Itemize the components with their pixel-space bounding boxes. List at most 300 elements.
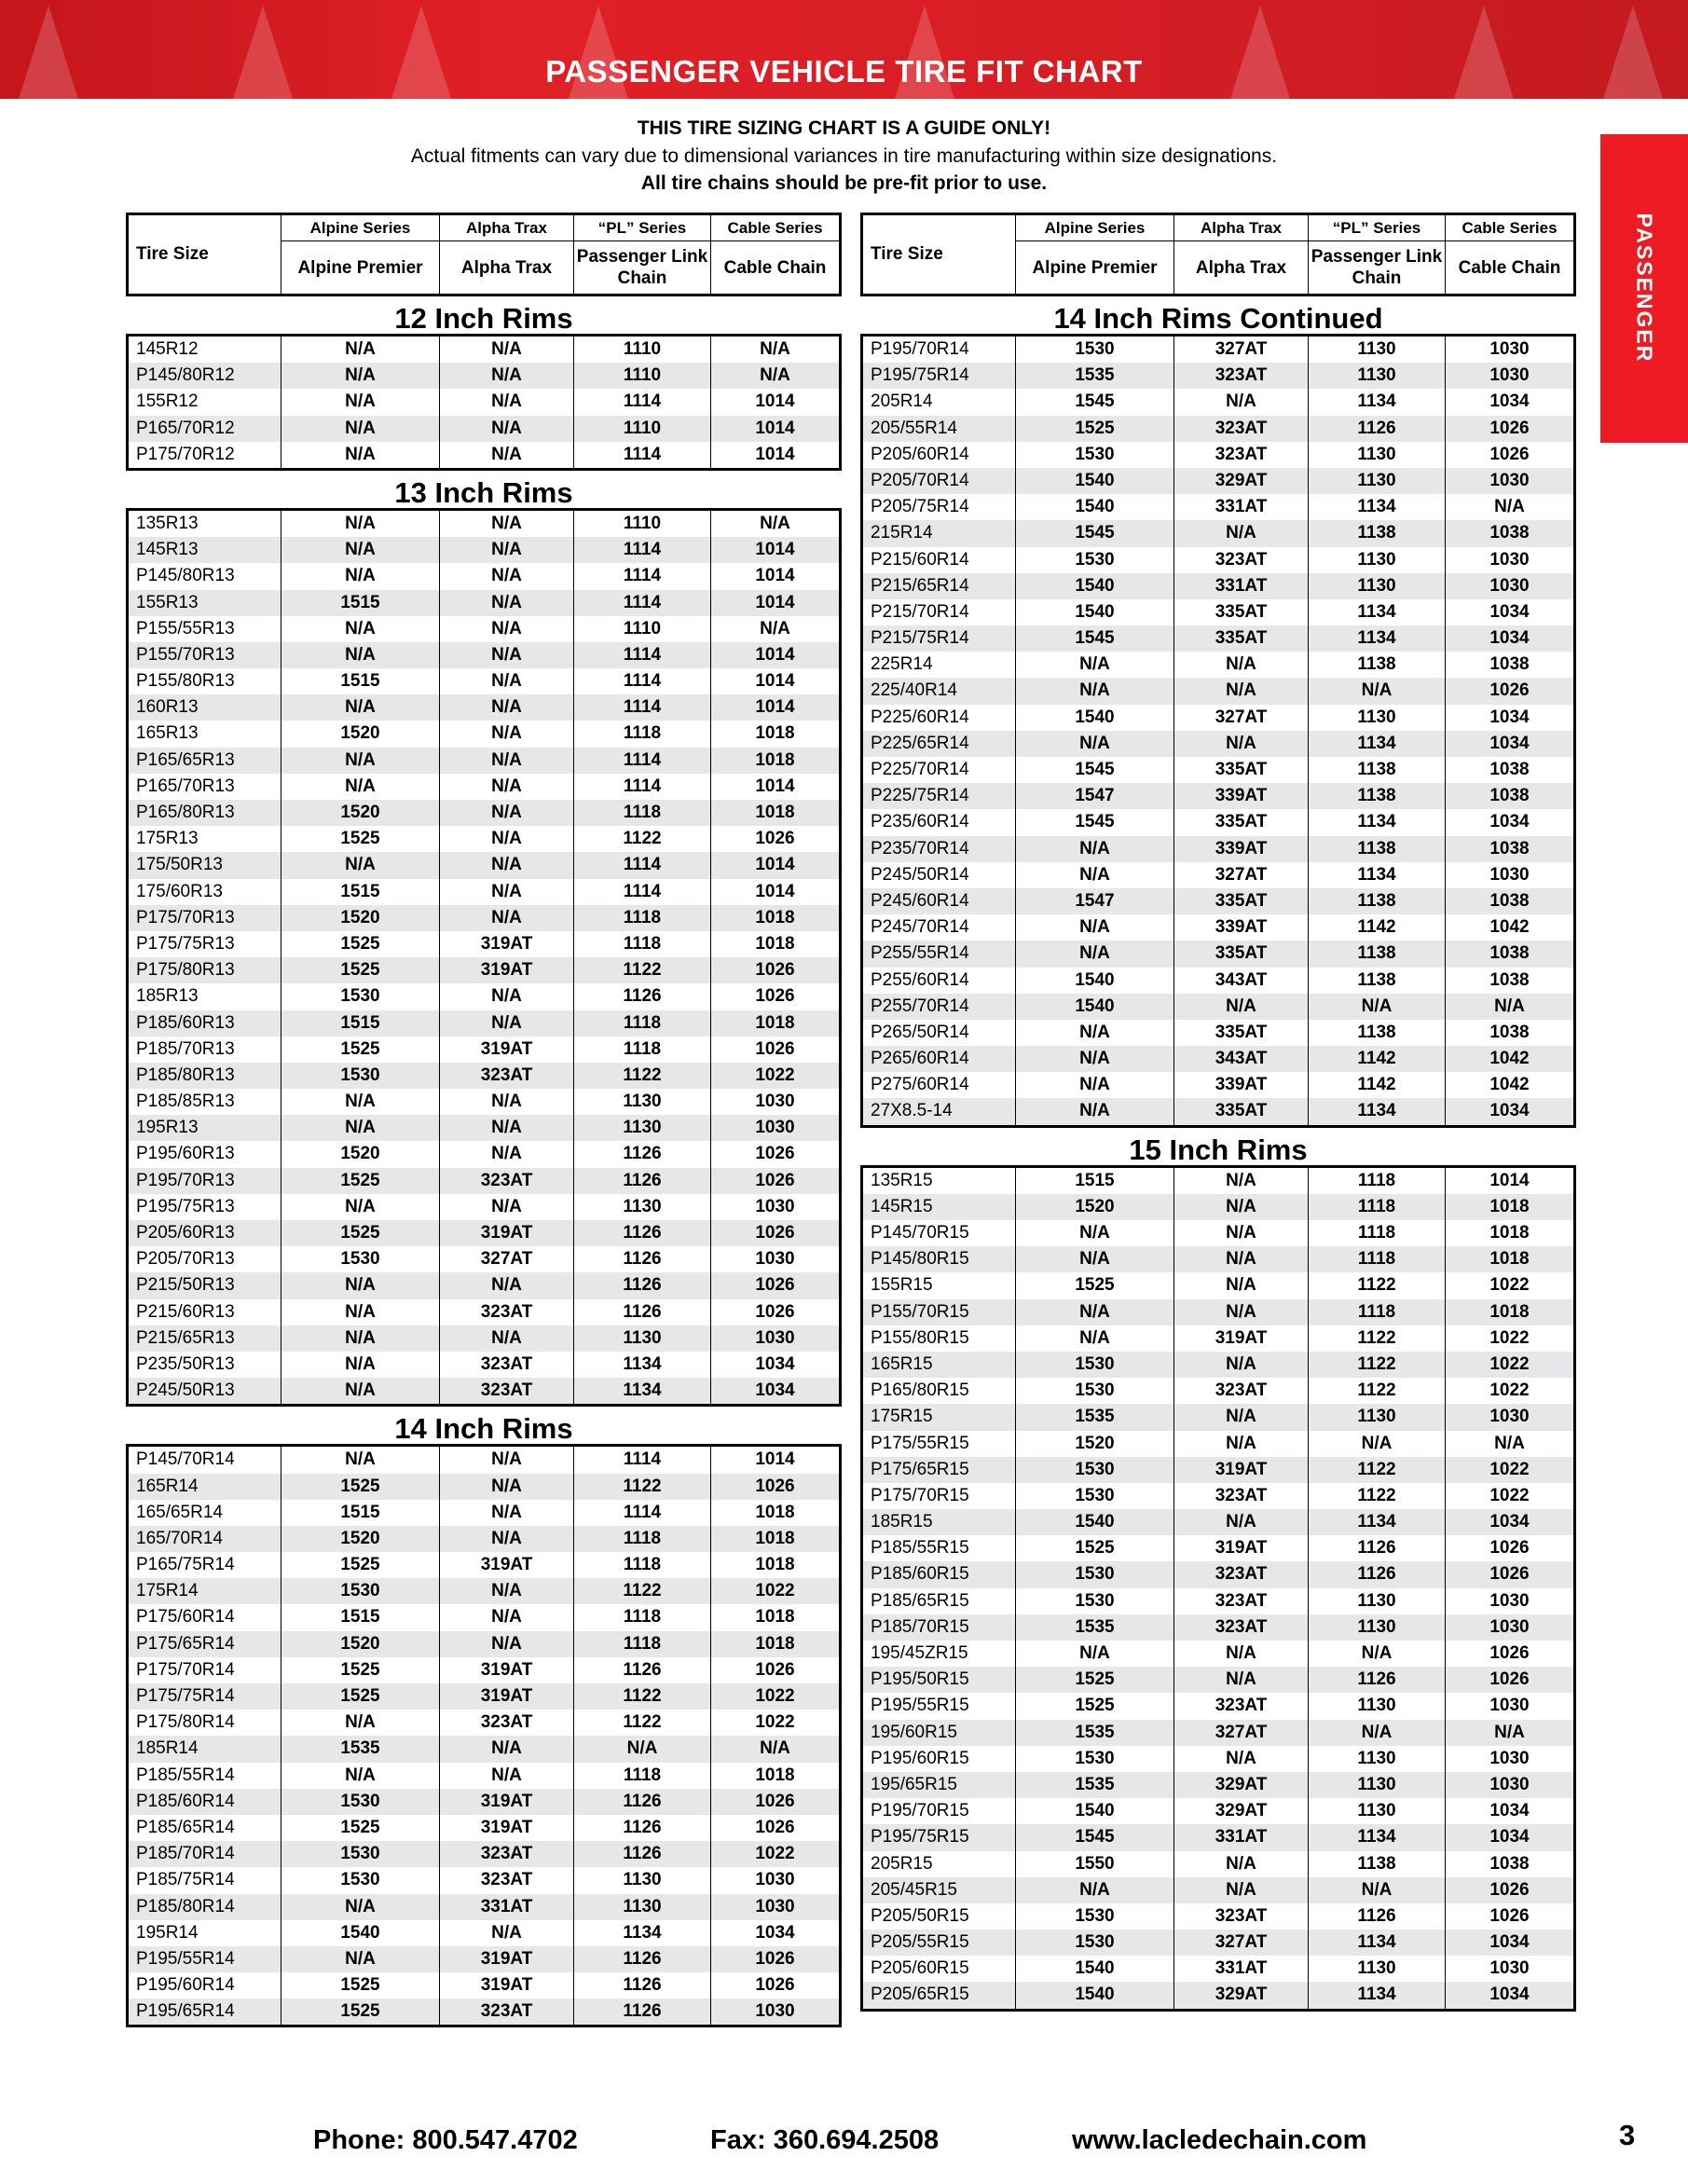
tire-size-cell: P165/70R13 <box>129 774 281 800</box>
alpine-premier-cell: N/A <box>1016 1020 1174 1046</box>
tire-size-cell: P195/55R15 <box>863 1693 1016 1719</box>
cable-chain-cell: 1030 <box>755 1327 795 1348</box>
series-name: Alpine Series <box>1016 215 1173 241</box>
table-row <box>129 1604 839 1630</box>
alpha-trax-cell: N/A <box>440 748 574 774</box>
alpine-premier-cell: 1515 <box>281 1604 440 1630</box>
alpine-premier-cell: N/A <box>1016 652 1174 678</box>
alpine-premier-cell: 1525 <box>281 1037 440 1063</box>
alpine-premier-cell: N/A <box>1016 1072 1174 1098</box>
passenger-link-chain-cell: N/A <box>1309 678 1446 704</box>
alpha-trax-cell: N/A <box>1174 1431 1309 1457</box>
table-row <box>863 1483 1573 1509</box>
table-row <box>863 625 1573 652</box>
alpine-premier-cell: 1515 <box>281 879 440 905</box>
alpine-premier-cell: 1535 <box>1016 1404 1174 1430</box>
table-row <box>863 1457 1573 1483</box>
alpha-trax-cell: 339AT <box>1174 1072 1309 1098</box>
alpine-premier-cell: N/A <box>281 694 440 721</box>
table-row <box>129 800 839 826</box>
table-row <box>129 1999 839 2025</box>
alpine-premier-cell: 1545 <box>1016 520 1174 546</box>
table-row <box>863 1020 1573 1046</box>
alpha-trax-cell: 319AT <box>1174 1535 1309 1561</box>
alpha-trax-cell: 319AT <box>440 1972 574 1999</box>
cable-chain-cell: 1026 <box>1489 1564 1530 1585</box>
tire-size-cell: 205/55R14 <box>863 416 1016 442</box>
tire-size-cell: P175/70R13 <box>129 905 281 931</box>
alpine-premier-cell: 1530 <box>281 1246 440 1272</box>
passenger-link-chain-cell: 1126 <box>1309 416 1446 442</box>
tire-size-cell: 225/40R14 <box>863 678 1016 704</box>
table-row <box>129 1946 839 1972</box>
alpha-trax-cell: N/A <box>440 800 574 826</box>
alpha-trax-cell: N/A <box>440 337 574 363</box>
cable-chain-cell: 1030 <box>1489 1407 1530 1427</box>
passenger-link-chain-cell: 1134 <box>1309 625 1446 652</box>
cable-chain-cell: 1018 <box>755 1502 795 1522</box>
alpha-trax-cell: 327AT <box>1174 1720 1309 1746</box>
alpine-premier-cell: N/A <box>281 1894 440 1920</box>
tire-size-cell: P205/75R14 <box>863 494 1016 520</box>
tire-size-cell: P185/65R15 <box>863 1588 1016 1614</box>
alpine-premier-cell: 1530 <box>1016 337 1174 363</box>
cable-chain-cell: 1022 <box>755 1065 795 1085</box>
tire-size-cell: 195/45ZR15 <box>863 1641 1016 1667</box>
cable-chain-cell: 1034 <box>1489 601 1530 622</box>
table-row <box>863 1877 1573 1903</box>
fitment-table <box>126 1444 842 2027</box>
tire-size-cell: P165/80R15 <box>863 1378 1016 1404</box>
tire-size-cell: P185/60R13 <box>129 1010 281 1037</box>
table-row <box>863 1588 1573 1614</box>
tire-size-cell: P225/75R14 <box>863 783 1016 809</box>
alpha-trax-cell: N/A <box>1174 731 1309 757</box>
alpha-trax-cell: 319AT <box>440 1657 574 1683</box>
alpha-trax-cell: 335AT <box>1174 888 1309 914</box>
table-row <box>863 862 1573 888</box>
passenger-link-chain-cell: 1126 <box>574 1972 711 1999</box>
alpine-premier-cell: 1530 <box>1016 1930 1174 1956</box>
tire-size-cell: 135R13 <box>129 511 281 537</box>
table-row <box>129 879 839 905</box>
passenger-link-chain-cell: 1138 <box>1309 757 1446 783</box>
alpha-trax-cell: N/A <box>440 1500 574 1526</box>
tire-size-cell: P195/75R13 <box>129 1194 281 1220</box>
alpine-premier-cell: N/A <box>1016 1641 1174 1667</box>
cable-chain-cell: 1034 <box>1489 1932 1530 1953</box>
cable-chain-cell: 1030 <box>755 1196 795 1216</box>
alpine-premier-cell: N/A <box>1016 1246 1174 1272</box>
cable-chain-cell: 1030 <box>1489 549 1530 570</box>
cable-chain-cell: 1014 <box>755 444 795 464</box>
table-row <box>863 1326 1573 1352</box>
alpine-premier-cell: 1540 <box>1016 968 1174 994</box>
tire-size-cell: 155R12 <box>129 389 281 415</box>
table-row <box>129 1526 839 1552</box>
table-row <box>129 852 839 878</box>
alpha-trax-cell: N/A <box>1174 389 1309 415</box>
table-row <box>129 1552 839 1578</box>
passenger-link-chain-cell: 1122 <box>1309 1326 1446 1352</box>
passenger-link-chain-cell: 1130 <box>574 1194 711 1220</box>
table-row <box>863 468 1573 494</box>
model-name: Alpine Premier <box>297 257 423 278</box>
cable-chain-cell: 1034 <box>755 1922 795 1943</box>
table-row <box>863 442 1573 468</box>
series-name: Alpine Series <box>281 215 439 241</box>
tire-size-cell: P195/75R15 <box>863 1824 1016 1850</box>
table-row <box>863 1535 1573 1561</box>
alpha-trax-cell: 323AT <box>1174 1614 1309 1641</box>
passenger-link-chain-cell: 1122 <box>574 1710 711 1736</box>
alpha-trax-cell: 335AT <box>1174 1020 1309 1046</box>
tire-size-cell: P175/80R14 <box>129 1710 281 1736</box>
tire-size-cell: P195/60R14 <box>129 1972 281 1999</box>
table-row <box>863 1930 1573 1956</box>
alpine-premier-cell: 1540 <box>1016 494 1174 520</box>
table-header <box>860 213 1576 296</box>
alpine-premier-cell: 1530 <box>1016 547 1174 573</box>
tire-size-cell: P195/50R15 <box>863 1667 1016 1693</box>
tire-size-cell: 225R14 <box>863 652 1016 678</box>
table-row <box>129 1683 839 1710</box>
series-name: Alpha Trax <box>1174 215 1308 241</box>
alpha-trax-cell: 329AT <box>1174 1772 1309 1798</box>
tire-size-cell: P155/80R15 <box>863 1326 1016 1352</box>
table-row <box>863 1851 1573 1877</box>
cable-chain-cell: 1018 <box>755 1607 795 1628</box>
cable-chain-cell: 1030 <box>1489 1748 1530 1768</box>
table-row <box>129 748 839 774</box>
alpine-premier-cell: N/A <box>1016 1220 1174 1246</box>
alpine-premier-cell: 1515 <box>281 1500 440 1526</box>
passenger-link-chain-cell: 1134 <box>1309 1098 1446 1124</box>
table-row <box>129 1220 839 1246</box>
passenger-link-chain-cell: 1126 <box>574 1789 711 1815</box>
passenger-link-chain-cell: 1126 <box>574 1299 711 1326</box>
table-row <box>129 1920 839 1946</box>
chain-column-header <box>1174 215 1309 294</box>
cable-chain-cell: 1014 <box>1489 1170 1530 1190</box>
rim-section-title: 13 Inch Rims <box>394 475 573 509</box>
passenger-link-chain-cell: 1126 <box>574 1272 711 1298</box>
passenger-link-chain-cell: 1134 <box>1309 599 1446 625</box>
alpine-premier-cell: 1540 <box>1016 1798 1174 1824</box>
tire-size-cell: P165/65R13 <box>129 748 281 774</box>
table-row <box>129 537 839 563</box>
cable-chain-cell: 1042 <box>1489 1049 1530 1069</box>
series-name: Alpha Trax <box>440 215 573 241</box>
passenger-link-chain-cell: 1118 <box>574 1552 711 1578</box>
tire-size-cell: 175/60R13 <box>129 879 281 905</box>
cable-chain-cell: 1026 <box>755 1170 795 1190</box>
table-row <box>863 888 1573 914</box>
chain-column-header <box>1446 215 1573 294</box>
tire-size-cell: P145/70R14 <box>129 1447 281 1473</box>
cable-chain-cell: 1026 <box>1489 1669 1530 1690</box>
alpine-premier-cell: N/A <box>1016 1299 1174 1326</box>
alpine-premier-cell: 1530 <box>281 1578 440 1604</box>
alpine-premier-cell: 1530 <box>1016 1457 1174 1483</box>
table-row <box>129 1867 839 1893</box>
table-row <box>863 652 1573 678</box>
cable-chain-cell: 1038 <box>1489 523 1530 543</box>
alpha-trax-cell: 323AT <box>1174 1483 1309 1509</box>
cable-chain-cell: N/A <box>760 618 790 639</box>
alpha-trax-cell: 335AT <box>1174 757 1309 783</box>
cable-chain-cell: N/A <box>760 339 790 359</box>
model-name: Cable Chain <box>723 257 827 278</box>
table-row <box>129 1378 839 1404</box>
alpha-trax-cell: 323AT <box>1174 547 1309 573</box>
cable-chain-cell: 1022 <box>1489 1275 1530 1296</box>
alpine-premier-cell: 1525 <box>1016 1693 1174 1719</box>
cable-chain-cell: 1014 <box>755 644 795 665</box>
alpha-trax-cell: N/A <box>440 721 574 747</box>
tire-size-cell: P195/75R14 <box>863 363 1016 389</box>
passenger-link-chain-cell: 1138 <box>1309 783 1446 809</box>
tire-size-cell: P215/65R13 <box>129 1326 281 1352</box>
guide-notice: THIS TIRE SIZING CHART IS A GUIDE ONLY! <box>637 117 1051 139</box>
passenger-link-chain-cell: 1118 <box>574 721 711 747</box>
tire-size-cell: P145/80R13 <box>129 563 281 589</box>
table-row <box>129 668 839 694</box>
alpine-premier-cell: 1520 <box>1016 1194 1174 1220</box>
passenger-link-chain-cell: 1130 <box>1309 1693 1446 1719</box>
table-row <box>863 809 1573 835</box>
alpha-trax-cell: 327AT <box>1174 1930 1309 1956</box>
alpine-premier-cell: N/A <box>281 616 440 642</box>
alpha-trax-cell: 329AT <box>1174 468 1309 494</box>
cable-chain-cell: 1034 <box>1489 1512 1530 1532</box>
table-row <box>863 1404 1573 1430</box>
tire-size-cell: P245/50R14 <box>863 862 1016 888</box>
passenger-link-chain-cell: 1122 <box>574 1063 711 1089</box>
alpha-trax-cell: N/A <box>1174 678 1309 704</box>
model-name: Passenger Link Chain <box>1311 247 1443 288</box>
tire-size-header: Tire Size <box>863 215 1016 294</box>
cable-chain-cell: 1030 <box>1489 365 1530 386</box>
tire-size-cell: 165R13 <box>129 721 281 747</box>
passenger-link-chain-cell: 1118 <box>1309 1194 1446 1220</box>
alpine-premier-cell: 1545 <box>1016 757 1174 783</box>
passenger-link-chain-cell: 1130 <box>574 1867 711 1893</box>
passenger-link-chain-cell: 1134 <box>1309 1509 1446 1535</box>
passenger-link-chain-cell: 1122 <box>574 826 711 852</box>
cable-chain-cell: 1018 <box>755 749 795 770</box>
series-name: Cable Series <box>1446 215 1573 241</box>
passenger-link-chain-cell: 1126 <box>574 1946 711 1972</box>
tire-size-cell: P205/60R14 <box>863 442 1016 468</box>
tire-size-cell: 155R15 <box>863 1272 1016 1298</box>
tire-size-cell: 175R15 <box>863 1404 1016 1430</box>
passenger-link-chain-cell: 1142 <box>1309 914 1446 941</box>
tire-size-cell: 205R15 <box>863 1851 1016 1877</box>
table-row <box>129 1115 839 1141</box>
tire-size-cell: P145/80R15 <box>863 1246 1016 1272</box>
alpine-premier-cell: N/A <box>281 1326 440 1352</box>
cable-chain-cell: 1018 <box>1489 1301 1530 1322</box>
cable-chain-cell: 1030 <box>1489 864 1530 885</box>
footer-fax: Fax: 360.694.2508 <box>710 2125 940 2155</box>
cable-chain-cell: 1014 <box>755 566 795 586</box>
alpha-trax-cell: 331AT <box>1174 1956 1309 1982</box>
alpha-trax-cell: N/A <box>440 363 574 389</box>
alpha-trax-cell: N/A <box>1174 1851 1309 1877</box>
cable-chain-cell: 1030 <box>1489 1958 1530 1979</box>
cable-chain-cell: 1018 <box>1489 1249 1530 1270</box>
passenger-link-chain-cell: 1134 <box>1309 809 1446 835</box>
table-row <box>863 1378 1573 1404</box>
table-row <box>863 1168 1573 1194</box>
tire-size-cell: P205/55R15 <box>863 1930 1016 1956</box>
table-row <box>129 957 839 983</box>
table-row <box>129 1168 839 1194</box>
alpha-trax-cell: N/A <box>440 774 574 800</box>
cable-chain-cell: 1014 <box>755 540 795 560</box>
alpine-premier-cell: 1550 <box>1016 1851 1174 1877</box>
tire-size-cell: P215/60R14 <box>863 547 1016 573</box>
cable-chain-cell: 1018 <box>755 1528 795 1548</box>
table-row <box>129 511 839 537</box>
alpha-trax-cell: 323AT <box>1174 1561 1309 1587</box>
tire-size-cell: P175/70R14 <box>129 1657 281 1683</box>
alpine-premier-cell: 1545 <box>1016 1824 1174 1850</box>
prefit-notice: All tire chains should be pre-fit prior to use. <box>640 172 1048 194</box>
fitment-table <box>126 334 842 471</box>
alpine-premier-cell: 1520 <box>281 905 440 931</box>
fitment-table <box>860 334 1576 1128</box>
cable-chain-cell: 1018 <box>755 1765 795 1785</box>
table-row <box>129 931 839 957</box>
alpine-premier-cell: N/A <box>281 748 440 774</box>
passenger-link-chain-cell: 1114 <box>574 590 711 616</box>
alpine-premier-cell: 1535 <box>1016 1720 1174 1746</box>
cable-chain-cell: 1014 <box>755 391 795 412</box>
alpine-premier-cell: N/A <box>281 1194 440 1220</box>
passenger-link-chain-cell: 1122 <box>1309 1483 1446 1509</box>
cable-chain-cell: 1026 <box>1489 418 1530 438</box>
tire-size-cell: 205/45R15 <box>863 1877 1016 1903</box>
tire-size-cell: 160R13 <box>129 694 281 721</box>
cable-chain-cell: 1026 <box>755 960 795 981</box>
passenger-link-chain-cell: 1110 <box>574 416 711 442</box>
alpine-premier-cell: 1525 <box>281 1552 440 1578</box>
table-row <box>129 1326 839 1352</box>
page-title: PASSENGER VEHICLE TIRE FIT CHART <box>545 54 1143 89</box>
cable-chain-cell: 1026 <box>1489 1879 1530 1900</box>
passenger-link-chain-cell: 1114 <box>574 1447 711 1473</box>
cable-chain-cell: 1022 <box>1489 1353 1530 1374</box>
chain-column-header <box>440 215 574 294</box>
table-row <box>863 1772 1573 1798</box>
tire-size-cell: P165/80R13 <box>129 800 281 826</box>
tire-size-cell: P145/70R15 <box>863 1220 1016 1246</box>
passenger-link-chain-cell: 1130 <box>1309 1404 1446 1430</box>
alpine-premier-cell: N/A <box>281 1447 440 1473</box>
alpha-trax-cell: 323AT <box>440 1299 574 1326</box>
alpine-premier-cell: 1547 <box>1016 783 1174 809</box>
alpha-trax-cell: N/A <box>1174 1352 1309 1378</box>
right-column <box>860 213 1576 2012</box>
table-row <box>863 389 1573 415</box>
passenger-link-chain-cell: 1138 <box>1309 520 1446 546</box>
table-row <box>863 783 1573 809</box>
tire-size-cell: P245/50R13 <box>129 1378 281 1404</box>
footer <box>0 2125 1688 2159</box>
tire-size-cell: P205/60R13 <box>129 1220 281 1246</box>
passenger-link-chain-cell: 1118 <box>574 1631 711 1657</box>
tire-size-cell: 165R14 <box>129 1474 281 1500</box>
passenger-link-chain-cell: 1114 <box>574 642 711 668</box>
cable-chain-cell: 1030 <box>1489 339 1530 359</box>
alpha-trax-cell: N/A <box>440 1115 574 1141</box>
alpha-trax-cell: 327AT <box>1174 862 1309 888</box>
alpine-premier-cell: N/A <box>281 852 440 878</box>
table-row <box>863 1072 1573 1098</box>
passenger-link-chain-cell: 1134 <box>1309 1824 1446 1850</box>
cable-chain-cell: N/A <box>1494 497 1525 517</box>
tire-size-cell: 175R13 <box>129 826 281 852</box>
passenger-link-chain-cell: 1126 <box>574 1999 711 2025</box>
table-row <box>863 599 1573 625</box>
cable-chain-cell: 1038 <box>1489 838 1530 858</box>
table-row <box>863 1693 1573 1719</box>
alpine-premier-cell: N/A <box>281 416 440 442</box>
tire-size-cell: P175/70R15 <box>863 1483 1016 1509</box>
cable-chain-cell: 1030 <box>755 2001 795 2022</box>
alpha-trax-cell: N/A <box>1174 1194 1309 1220</box>
table-row <box>129 590 839 616</box>
alpine-premier-cell: 1520 <box>281 721 440 747</box>
alpha-trax-cell: 327AT <box>1174 337 1309 363</box>
alpha-trax-cell: N/A <box>440 416 574 442</box>
passenger-link-chain-cell: 1138 <box>1309 1020 1446 1046</box>
cable-chain-cell: 1034 <box>1489 628 1530 649</box>
series-name: “PL” Series <box>574 215 710 241</box>
cable-chain-cell: 1026 <box>755 1275 795 1296</box>
alpha-trax-cell: N/A <box>440 905 574 931</box>
table-row <box>863 678 1573 704</box>
passenger-link-chain-cell: 1110 <box>574 337 711 363</box>
cable-chain-cell: 1026 <box>755 1791 795 1811</box>
passenger-link-chain-cell: 1126 <box>1309 1561 1446 1587</box>
alpine-premier-cell: 1540 <box>1016 468 1174 494</box>
tire-size-cell: P225/60R14 <box>863 705 1016 731</box>
tire-size-cell: 195R14 <box>129 1920 281 1946</box>
table-row <box>863 1746 1573 1772</box>
table-row <box>863 416 1573 442</box>
tire-size-cell: P275/60R14 <box>863 1072 1016 1098</box>
alpha-trax-cell: 335AT <box>1174 599 1309 625</box>
alpha-trax-cell: N/A <box>1174 1877 1309 1903</box>
alpha-trax-cell: 335AT <box>1174 941 1309 967</box>
tire-size-cell: 195R13 <box>129 1115 281 1141</box>
alpha-trax-cell: 327AT <box>1174 705 1309 731</box>
alpine-premier-cell: 1525 <box>281 1474 440 1500</box>
alpha-trax-cell: N/A <box>1174 652 1309 678</box>
alpine-premier-cell: N/A <box>1016 1046 1174 1072</box>
rim-section-title: 15 Inch Rims <box>1129 1133 1308 1166</box>
table-row <box>129 1474 839 1500</box>
tire-size-cell: 195/65R15 <box>863 1772 1016 1798</box>
rim-section-title: 12 Inch Rims <box>394 302 573 335</box>
table-row <box>129 1063 839 1089</box>
tire-size-cell: P195/70R15 <box>863 1798 1016 1824</box>
cable-chain-cell: N/A <box>1494 996 1525 1016</box>
alpha-trax-cell: N/A <box>440 1326 574 1352</box>
